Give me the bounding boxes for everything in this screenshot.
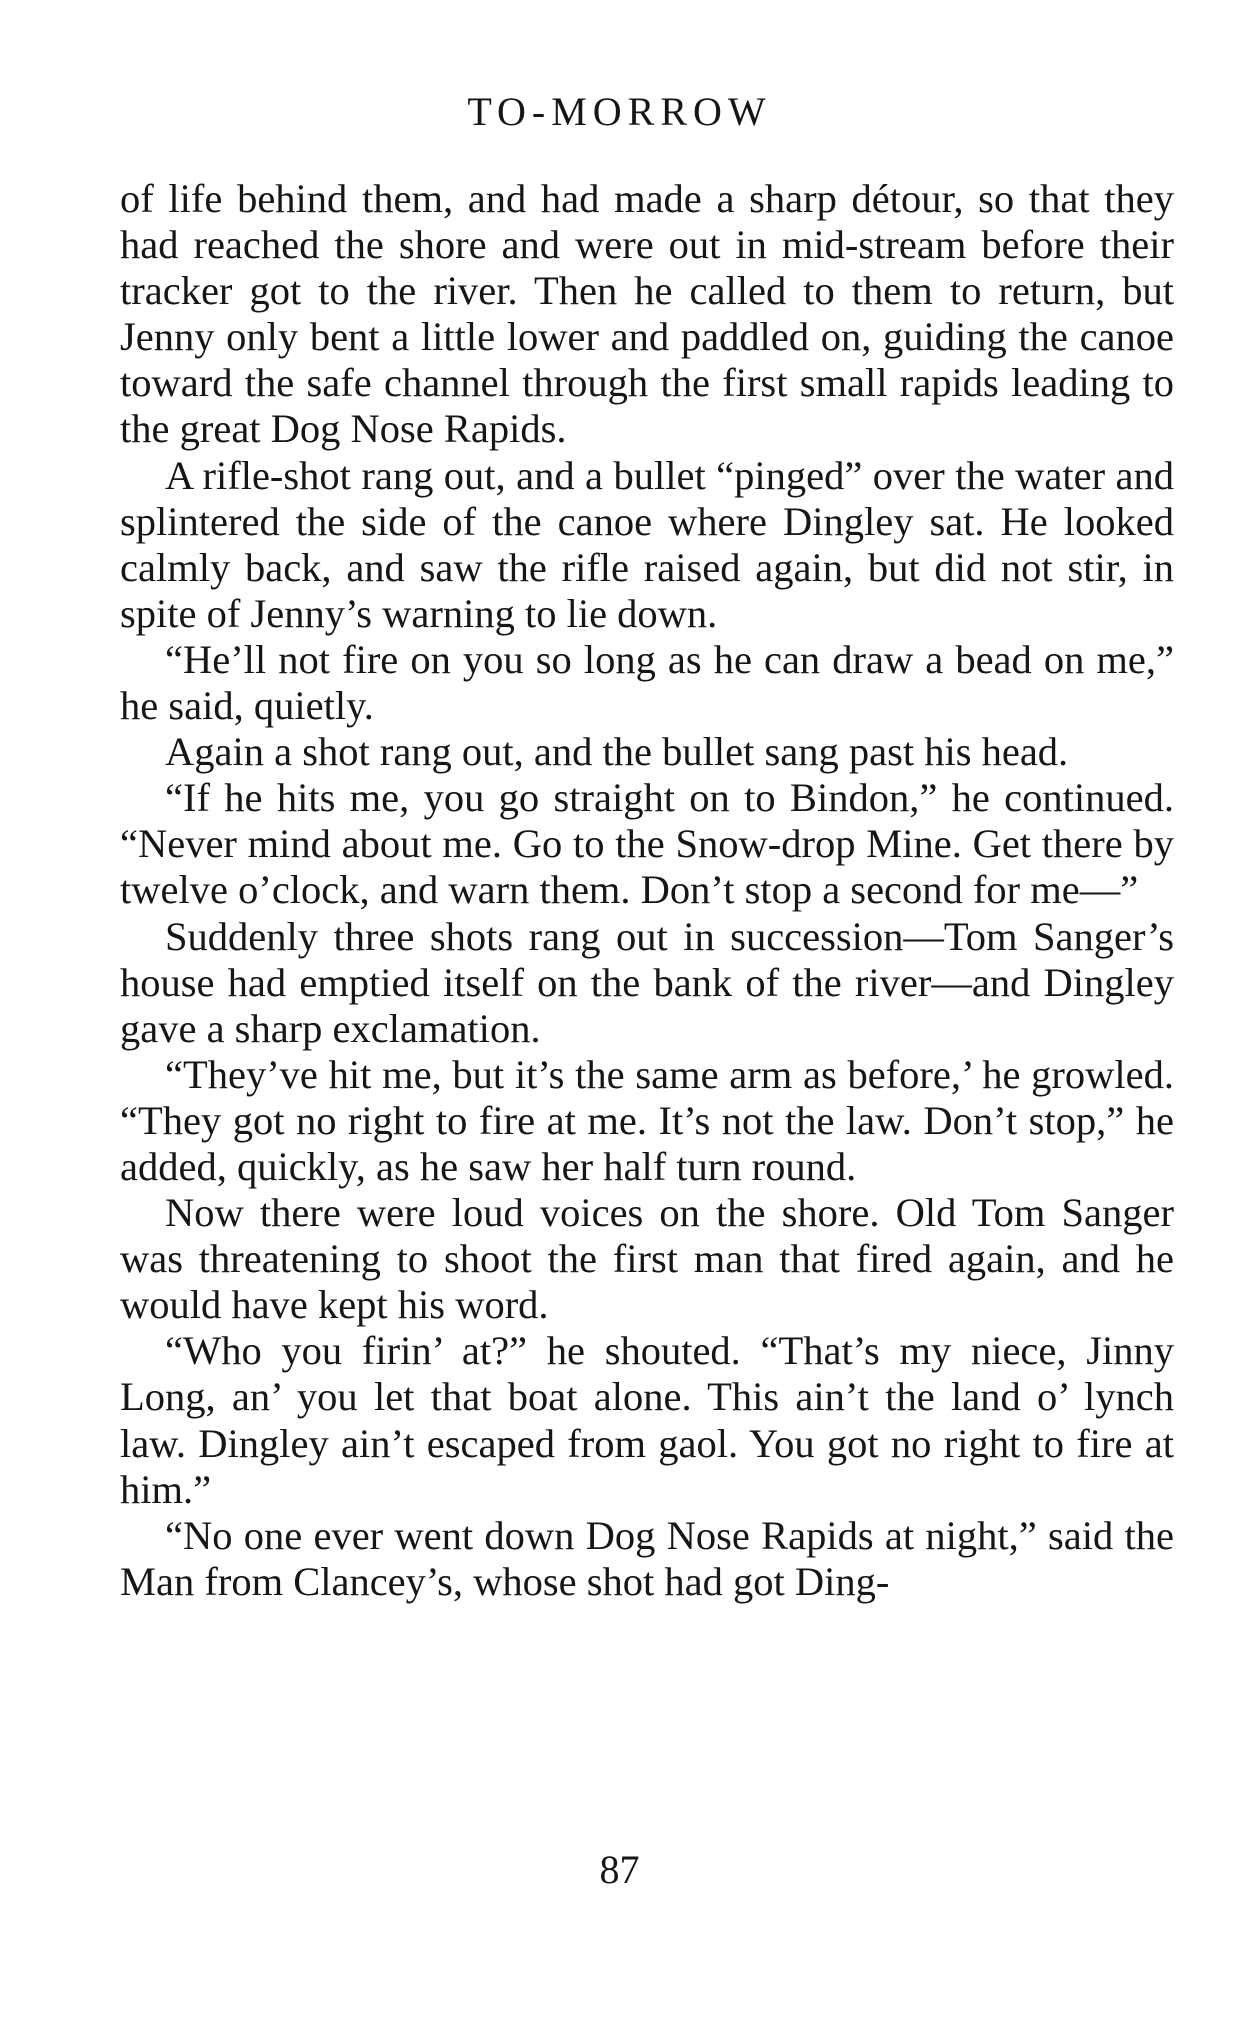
paragraph: “They’ve hit me, but it’s the same arm as before,’ he growled. “They got no right to fire at me. It’s not the law. Don’t stop,” he added, quickly, as he saw her half turn round. [120, 1051, 1174, 1189]
paragraph: Now there were loud voices on the shore. Old Tom Sanger was threatening to shoot the first man that fired again, and he would have kept his word. [120, 1190, 1174, 1328]
paragraph: Suddenly three shots rang out in succession—Tom Sanger’s house had emptied itself on the bank of the river—and Dingley gave a sharp exclamation. [120, 913, 1174, 1051]
body-text [120, 176, 1174, 1605]
running-title: TO-MORROW [467, 89, 772, 134]
paragraph: “No one ever went down Dog Nose Rapids at night,” said the Man from Clancey’s, whose shot had got Ding- [120, 1512, 1174, 1604]
page-number: 87 [599, 1847, 640, 1892]
paragraph: A rifle-shot rang out, and a bullet “pinged” over the water and splintered the side of the canoe where Dingley sat. He looked calmly back, and saw the rifle raised again, but did not stir, in spite of Jenny’s warning to lie down. [120, 452, 1174, 636]
paragraph: “If he hits me, you go straight on to Bindon,” he continued. “Never mind about me. Go to the Snow-drop Mine. Get there by twelve o’clock, and warn them. Don’t stop a second for me—” [120, 775, 1174, 913]
paragraph: “Who you firin’ at?” he shouted. “That’s my niece, Jinny Long, an’ you let that boat alone. This ain’t the land o’ lynch law. Dingley ain’t escaped from gaol. You got no right to fire at him.” [120, 1328, 1174, 1512]
paragraph: of life behind them, and had made a sharp détour, so that they had reached the shore and were out in mid-stream before their tracker got to the river. Then he called to them to return, but Jenny only bent a little lower and paddled on, guiding the canoe toward the safe channel through the first small rapids leading to the great Dog Nose Rapids. [120, 176, 1174, 452]
paragraph: “He’ll not fire on you so long as he can draw a bead on me,” he said, quietly. [120, 636, 1174, 729]
paragraph: Again a shot rang out, and the bullet sang past his head. [165, 729, 1069, 775]
